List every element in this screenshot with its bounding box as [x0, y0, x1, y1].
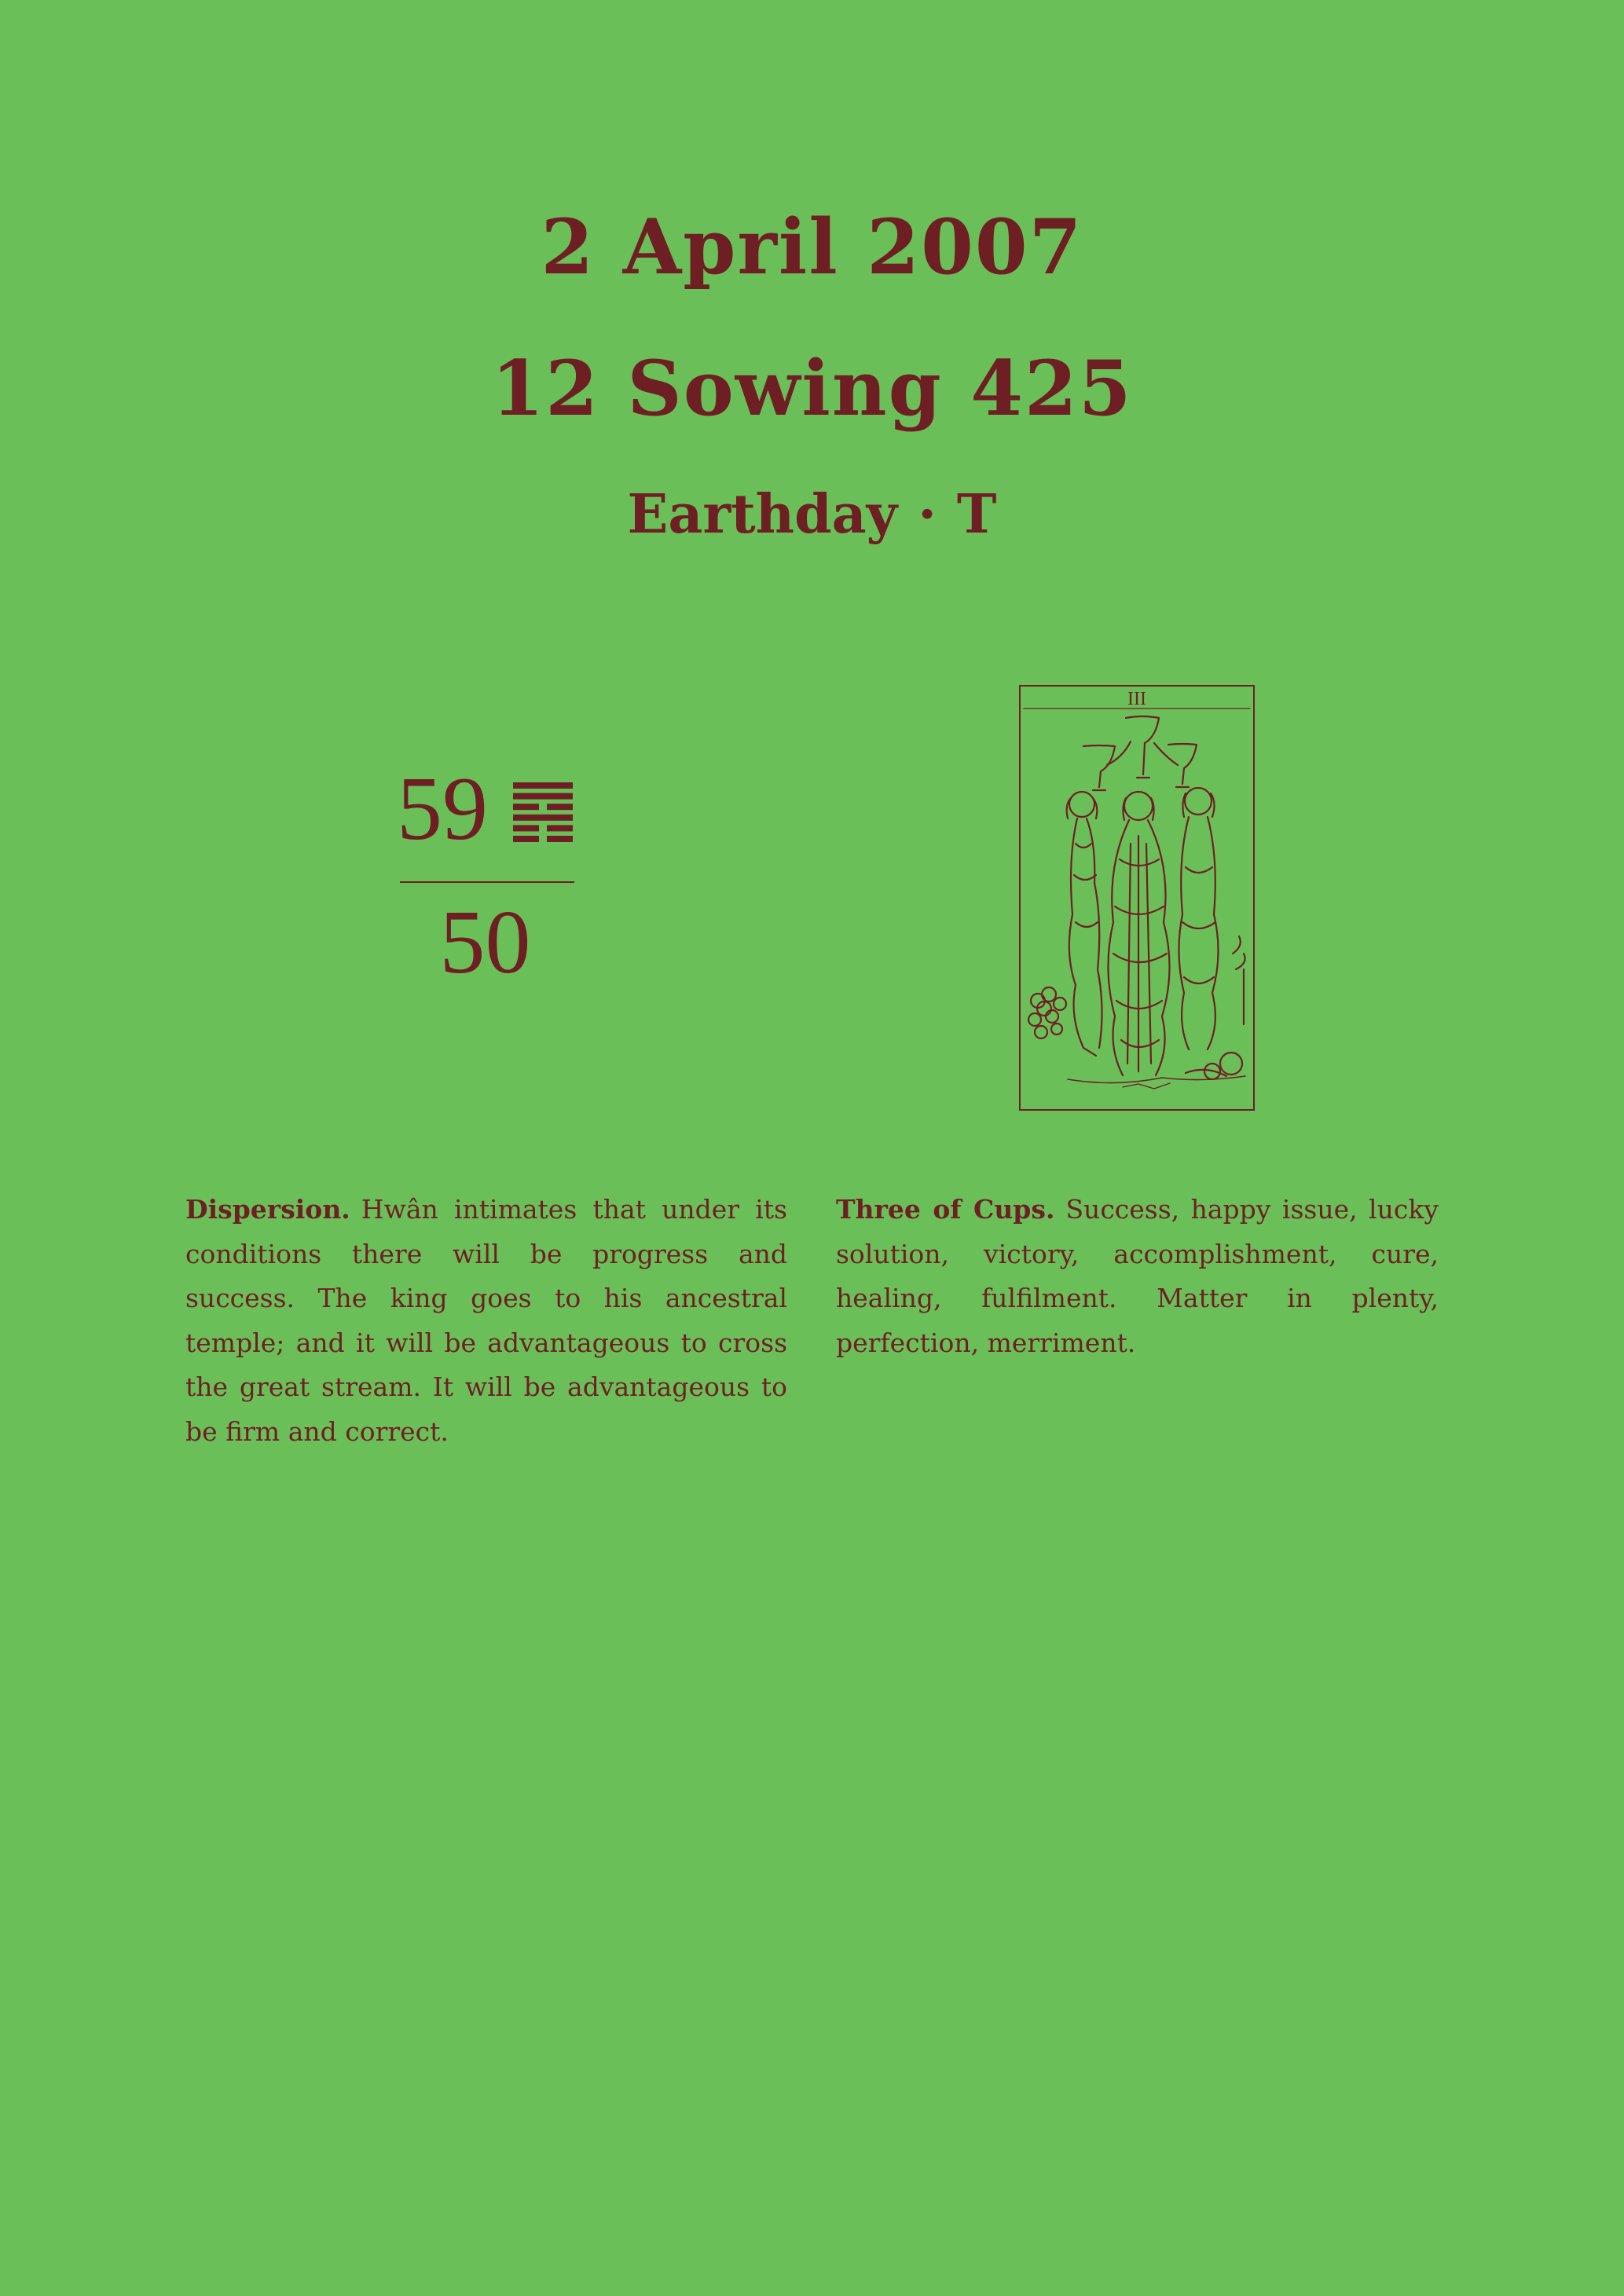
- tarot-title: Three of Cups.: [836, 1194, 1055, 1225]
- day-letter: T: [956, 483, 997, 546]
- day-separator: ·: [918, 483, 937, 546]
- tarot-numeral: III: [1127, 689, 1146, 709]
- tarot-text: Success, happy issue, lucky solution, victory, accomplishment, cure, healing, fulfilment. Matter in plenty, perfection, merriment.: [836, 1194, 1439, 1358]
- tarot-description: [836, 1188, 1439, 1365]
- hexagram-number: 59: [397, 759, 488, 859]
- tarot-card-image: [1019, 685, 1255, 1111]
- hexagram-title: Dispersion.: [185, 1194, 350, 1225]
- hexagram-description: [185, 1188, 787, 1454]
- gregorian-date: 2 April 2007: [541, 203, 1083, 291]
- day-name: Earthday: [627, 483, 898, 546]
- hexagram-59-icon: [513, 782, 573, 842]
- hexagram-denominator: 50: [439, 892, 531, 993]
- three-of-cups-illustration: [1021, 687, 1253, 1109]
- day-line: [0, 479, 1624, 550]
- fraction-rule: [400, 881, 574, 883]
- alternate-date: 12 Sowing 425: [491, 344, 1133, 433]
- hexagram-text: Hwân intimates that under its conditions there will be progress and success. The king goes to his ancestral temple; and it will be advantageous to cross the great stream. It will be advantageous to be firm and correct.: [185, 1194, 787, 1447]
